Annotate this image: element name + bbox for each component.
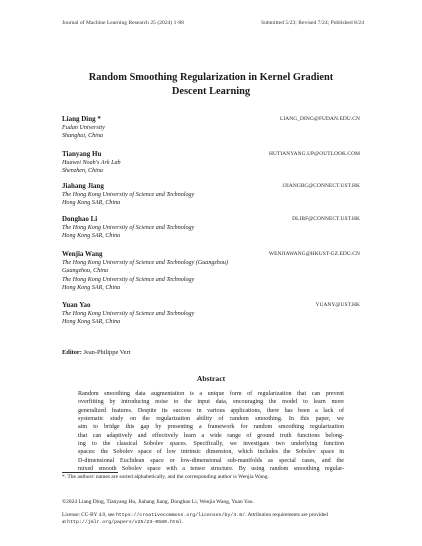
abstract-line: overfitting by introducing noise to the input data, encouraging the model to learn more (78, 399, 344, 406)
abstract-line: ing to the classical Sobolev spaces. Specifically, we investigate two underlying function (78, 441, 344, 448)
author-location: Hong Kong SAR, China (62, 319, 121, 326)
footnote-rule (62, 472, 118, 473)
abstract-body (78, 390, 344, 473)
abstract-line: generalized features. Despite its success in various applications, there has been a lack of (78, 407, 344, 414)
author-affiliation: The Hong Kong University of Science and Technology (62, 192, 195, 198)
license-link[interactable]: https://creativecommons.org/licenses/by/4.0/ (115, 513, 246, 518)
author-name: Yuan Yao (62, 301, 91, 309)
abstract-line: systematic study on the regularization ability of random smoothing. In this paper, we (78, 416, 344, 423)
author-block (62, 182, 360, 208)
author-block (62, 301, 360, 327)
journal-header: Journal of Machine Learning Research 25 (2024) 1-88 (62, 20, 184, 26)
copyright-line: ©2024 Liang Ding, Tianyang Hu, Jiahang Jiang, Donghao Li, Wenjia Wang, Yuan Yao. (62, 499, 254, 505)
author-email[interactable]: YUANY@UST.HK (315, 302, 360, 308)
abstract-line: Random smoothing data augmentation is a unique form of regularization that can prevent (78, 391, 344, 397)
author-affiliation: The Hong Kong University of Science and Technology (62, 276, 195, 283)
editor-line (62, 349, 130, 356)
abstract-line: mixed smooth Sobolev space with a tensor structure. By using random smoothing regular- (78, 466, 344, 473)
author-name: Tianyang Hu (62, 150, 102, 158)
author-affiliation: The Hong Kong University of Science and Technology (Guangzhou) (62, 260, 228, 266)
author-affiliation: Huawei Noah's Ark Lab (62, 160, 121, 166)
editor-label: Editor: (62, 349, 82, 356)
author-name: Jiahang Jiang (62, 182, 104, 190)
author-location: Hong Kong SAR, China (62, 284, 121, 291)
dates-header: Submitted 5/23; Revised 7/24; Published 8/24 (260, 20, 364, 26)
title-line: Descent Learning (171, 86, 251, 97)
author-affiliation: Fudan University (62, 125, 105, 131)
author-name: Donghao Li (62, 215, 98, 223)
author-location: Guangzhou, China (62, 268, 109, 275)
abstract-line: aim to bridge this gap by presenting a framework for random smoothing regularization (78, 424, 344, 431)
author-location: Shanghai, China (62, 133, 103, 140)
author-block (62, 150, 360, 176)
author-name: Liang Ding * (62, 115, 101, 123)
license-middle: . Attribution requirements are provided (245, 512, 328, 518)
license-at: at (62, 519, 68, 525)
footnote: *. The authors' names are sorted alphabetically, and the corresponding author is Wenjia Wang. (62, 474, 269, 480)
editor-name: Jean-Philippe Vert (83, 349, 131, 356)
license-end: . (181, 519, 183, 525)
paper-title (40, 71, 382, 99)
author-name: Wenjia Wang (62, 250, 103, 258)
author-location: Hong Kong SAR, China (62, 200, 121, 207)
abstract-line: D-dimensional Euclidean space or low-dimensional sub-manifolds as special cases, and the (78, 457, 344, 464)
author-block (62, 250, 360, 292)
author-email[interactable]: HUTIANYANG.UP@OUTLOOK.COM (268, 151, 360, 157)
author-block (62, 115, 360, 141)
author-email[interactable]: LIANG_DING@FUDAN.EDU.CN (279, 116, 360, 122)
author-block (62, 215, 360, 241)
author-location: Shenzhen, China (62, 168, 103, 175)
author-email[interactable]: DLIBF@CONNECT.UST.HK (292, 216, 360, 222)
title-line: Random Smoothing Regularization in Kernel Gradient (88, 72, 334, 83)
author-email[interactable]: JJIANGBC@CONNECT.UST.HK (282, 183, 360, 189)
abstract-line: spaces: the Sobolev space of low intrinsic dimension, which includes the Sobolev space in (78, 449, 344, 456)
author-affiliation: The Hong Kong University of Science and Technology (62, 311, 195, 317)
abstract-heading: Abstract (196, 374, 226, 383)
author-affiliation: The Hong Kong University of Science and Technology (62, 225, 195, 231)
license-text (62, 512, 360, 526)
paper-link[interactable]: http://jmlr.org/papers/v25/23-0580.html (67, 520, 182, 525)
author-location: Hong Kong SAR, China (62, 233, 121, 240)
author-email[interactable]: WENJIAWANG@HKUST-GZ.EDU.CN (268, 251, 360, 257)
license-prefix: License: CC-BY 4.0, see (62, 512, 116, 518)
abstract-line: that can adaptively and effectively learn a wide range of ground truth functions belong- (78, 432, 344, 439)
